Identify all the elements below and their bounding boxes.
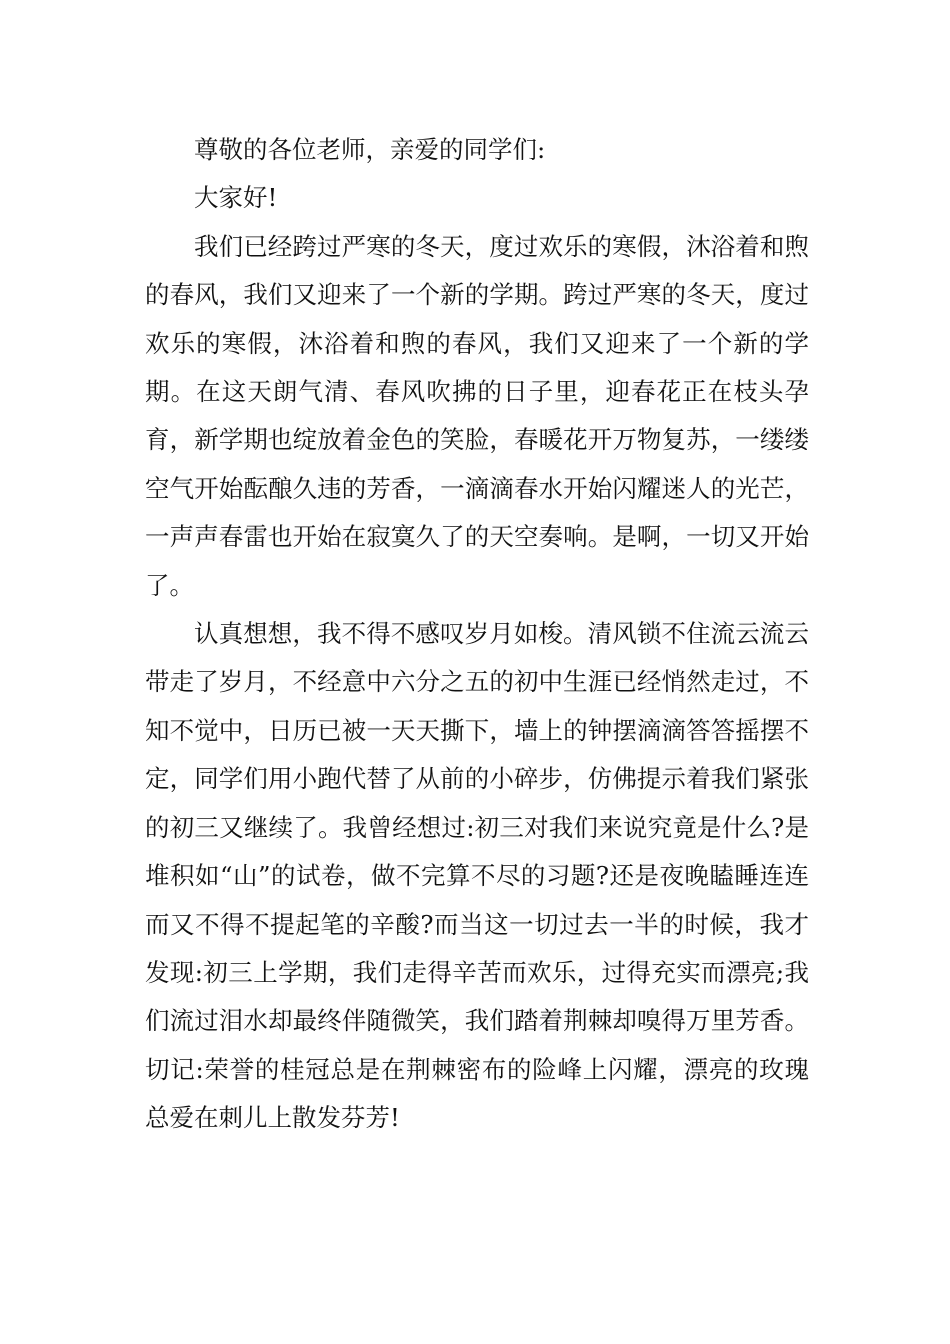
paragraph-2: 认真想想，我不得不感叹岁月如梭。清风锁不住流云流云带走了岁月，不经意中六分之五的初中生涯已经悄然走过，不知不觉中，日历已被一天天撕下，墙上的钟摆滴滴答答摇摆不定，同学们用小跑代替了从前的小碎步，仿佛提示着我们紧张的初三又继续了。我曾经想过:初三对我们来说究竟是什么?是堆积如“山”的试卷，做不完算不尽的习题?还是夜晚瞌睡连连而又不得不提起笔的辛酸?而当这一切过去一半的时候，我才发现:初三上学期，我们走得辛苦而欢乐，过得充实而漂亮;我们流过泪水却最终伴随微笑，我们踏着荆棘却嗅得万里芳香。切记:荣誉的桂冠总是在荆棘密布的险峰上闪耀，漂亮的玫瑰总爱在刺儿上散发芬芳!: [145, 619, 809, 1133]
speech-body: [145, 126, 809, 1143]
paragraph-1: 我们已经跨过严寒的冬天，度过欢乐的寒假，沐浴着和煦的春风，我们又迎来了一个新的学期。跨过严寒的冬天，度过欢乐的寒假，沐浴着和煦的春风，我们又迎来了一个新的学期。在这天朗气清、春风吹拂的日子里，迎春花正在枝头孕育，新学期也绽放着金色的笑脸，春暖花开万物复苏，一缕缕空气开始酝酿久违的芳香，一滴滴春水开始闪耀迷人的光芒，一声声春雷也开始在寂寞久了的天空奏响。是啊，一切又开始了。: [145, 231, 809, 600]
greeting: 大家好!: [194, 183, 278, 213]
salutation: 尊敬的各位老师，亲爱的同学们:: [194, 135, 546, 164]
